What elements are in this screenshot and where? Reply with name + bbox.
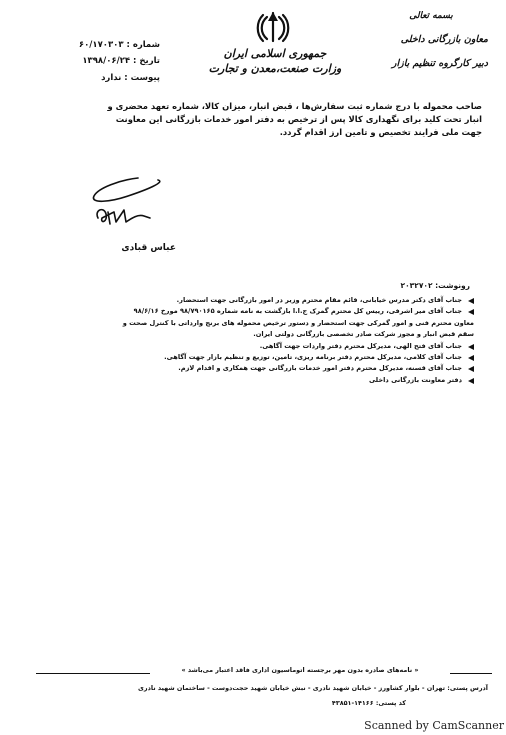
iran-emblem-icon bbox=[256, 9, 290, 45]
bullet-icon bbox=[468, 378, 474, 384]
body-line: صاحب محموله با درج شماره ثبت سفارش‌ها ، قبض انبار، میزان کالا، شماره تعهد محضری و bbox=[107, 101, 482, 111]
bullet-icon bbox=[468, 309, 474, 315]
footer-notice: « نامه‌های صادره بدون مهر برجسته اتوماسیون اداری فاقد اعتبار می‌باشد » bbox=[150, 665, 450, 676]
bullet-icon bbox=[468, 298, 474, 304]
bullet-icon bbox=[468, 344, 474, 350]
signatory-name: عباس قبادی bbox=[121, 243, 176, 253]
bullet-icon bbox=[468, 355, 474, 361]
letter-attachment: پیوست : ندارد bbox=[101, 73, 160, 83]
ministry-title: وزارت صنعت،معدن و تجارت bbox=[208, 62, 342, 75]
cc-item-continuation: معاون محترم فنی و امور گمرکی جهت استحضار و دستور ترخیص محموله های برنج وارداتی با کنترل صحت و bbox=[122, 318, 474, 327]
republic-title: جمهوری اسلامی ایران bbox=[223, 47, 327, 60]
signature-mark bbox=[80, 172, 180, 232]
footer-postal-code: کد پستی: ۱۴۱۶۶-۴۳۸۵۱ bbox=[331, 699, 406, 707]
cc-title: رونوشت: ۲۰۳۲۷۰۲ bbox=[400, 281, 470, 290]
greeting: بسمه تعالی bbox=[409, 11, 453, 21]
body-line: جهت ملی فرایند تخصیص و تامین ارز اقدام گردد. bbox=[279, 127, 482, 137]
recipient-line-2: دبیر کارگروه تنظیم بازار bbox=[391, 58, 488, 69]
cc-item: دفتر معاونت بازرگانی داخلی bbox=[96, 375, 474, 386]
footer-address: آدرس پستی: تهران - بلوار کشاورز - خیابان شهید نادری - نبش خیابان شهید حجت‌دوست - ساختمان شهید نادری bbox=[138, 684, 488, 692]
cc-list bbox=[96, 295, 474, 386]
recipient-line-1: معاون بازرگانی داخلی bbox=[400, 34, 488, 45]
body-line: انبار تحت کلید برای نگهداری کالا پس از ترخیص به دفتر امور خدمات بازرگانی این معاونت bbox=[115, 114, 482, 124]
cc-item: جناب آقای میر اشرفی، رییس کل محترم گمرک ج.ا.ا بازگشت به نامه شماره ۹۸/۷۹۰۱۶۵ مورخ ۹۸/۶/۱۶ bbox=[96, 306, 474, 317]
cc-item: جناب آقای دکتر مدرس خیابانی، قائم مقام محترم وزیر در امور بازرگانی جهت استحضار. bbox=[96, 295, 474, 306]
bullet-icon bbox=[468, 366, 474, 372]
letter-number: شماره : ۶۰/۱۷۰۳۰۳ bbox=[78, 40, 160, 50]
cc-item: جناب آقای فتح الهی، مدیرکل محترم دفتر واردات جهت آگاهی. bbox=[96, 341, 474, 352]
letter-date: تاریخ : ۱۳۹۸/۰۶/۲۴ bbox=[82, 56, 160, 66]
scanner-watermark: Scanned by CamScanner bbox=[364, 719, 504, 732]
body-paragraph bbox=[48, 100, 482, 139]
cc-item: جناب آقای قسنه، مدیرکل محترم دفتر امور خدمات بازرگانی جهت همکاری و اقدام لازم. bbox=[96, 363, 474, 374]
cc-item-continuation: سقم قبض انبار و مجوز شرکت صادر تخصصی بازرگانی دولتی ایران. bbox=[253, 330, 474, 339]
cc-item: جناب آقای کلامی، مدیرکل محترم دفتر برنامه ریزی، تامین، توزیع و تنظیم بازار جهت آگاهی. bbox=[96, 352, 474, 363]
